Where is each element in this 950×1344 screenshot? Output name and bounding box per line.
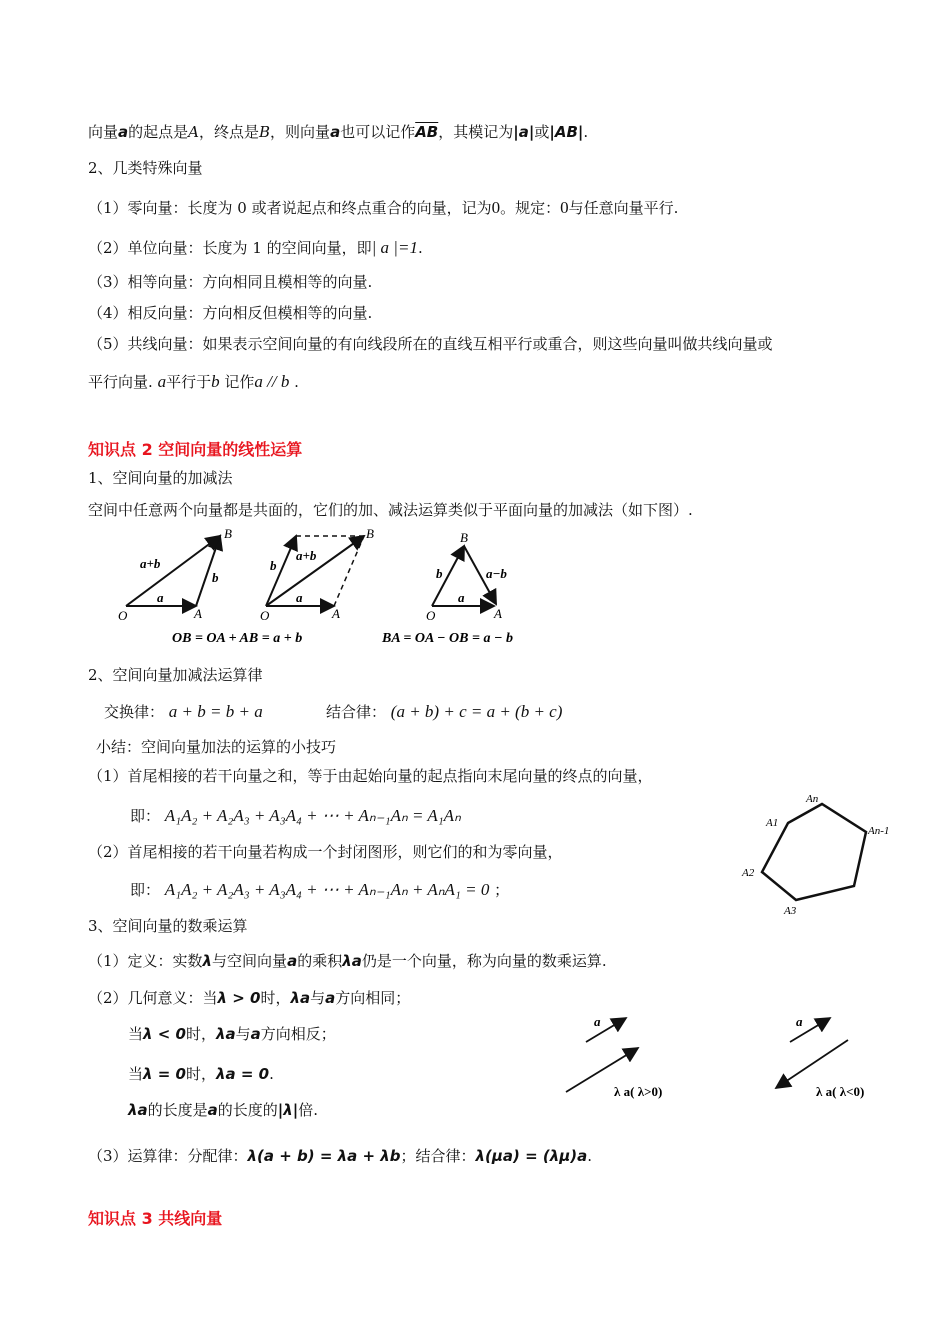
label-b: B: [224, 526, 232, 541]
unit-vector-line: [88, 238, 423, 258]
zero-text: 。规定：: [500, 199, 561, 217]
commutative-formula: a + b = b + a: [168, 702, 263, 721]
zero-symbol: 0: [560, 198, 569, 217]
label-a: A: [494, 606, 502, 621]
formula-prefix: 即：: [130, 807, 161, 825]
geo-text: （2）几何意义：当: [88, 989, 218, 1007]
collinear-text: 平行向量.: [88, 373, 153, 391]
label-a-vec: a: [458, 590, 465, 605]
label-lambda-a-pos: λ a( λ>0): [614, 1084, 663, 1099]
lambda-a-symbol: λa: [128, 1101, 148, 1119]
label-a: a: [594, 1014, 601, 1029]
label-an-1: An-1: [868, 825, 890, 837]
collinear-text: 记作: [224, 373, 255, 391]
condition: λ = 0: [143, 1065, 186, 1083]
intro-line: [88, 122, 588, 142]
collinear-vector-line-2: [88, 372, 299, 392]
tip1-formula-line: [130, 806, 461, 826]
geo-text: 与: [235, 1025, 251, 1043]
a-symbol: a: [157, 372, 167, 391]
vector-a-symbol: a: [118, 123, 129, 141]
label-b-vec: b: [436, 566, 443, 581]
scalar-laws: [88, 1146, 592, 1166]
def-text: 仍是一个向量，称为向量的数乘运算.: [361, 952, 607, 970]
parallel-formula: a // b: [254, 372, 290, 391]
vector-a-short: [586, 1018, 626, 1042]
geo-text: 时，: [260, 989, 291, 1007]
abs-lambda: |λ|: [277, 1101, 299, 1119]
intro-text: 也可以记作: [340, 123, 416, 141]
def-text: 与空间向量: [212, 952, 288, 970]
label-o: O: [118, 608, 128, 623]
unit-text: （2）单位向量：长度为 1 的空间向量，即: [88, 239, 372, 257]
geo-text: 时，: [185, 1025, 216, 1043]
intro-text: ，其模记为: [438, 123, 514, 141]
geo-text: 方向相同；: [335, 989, 411, 1007]
collinear-vector-line: （5）共线向量：如果表示空间向量的有向线段所在的直线互相平行或重合，则这些向量叫做共线向量或: [88, 335, 773, 353]
summary-title: 小结：空间向量加法的运算的小技巧: [96, 738, 337, 756]
intro-text: 或: [534, 123, 550, 141]
caption-addition: OB = OA + AB = a + b: [172, 631, 303, 646]
tip2-formula-line: [130, 880, 509, 900]
intro-text: ，终点是: [199, 123, 260, 141]
tip2: （2）首尾相接的若干向量若构成一个封闭图形，则它们的和为零向量，: [88, 843, 563, 861]
collinear-text: 平行于: [166, 373, 212, 391]
law-text: .: [587, 1147, 593, 1165]
lambda-a-symbol: λa: [342, 952, 362, 970]
law-text: ；结合律：: [400, 1147, 476, 1165]
zero-text: （1）零向量：长度为 0 或者说起点和终点重合的向量，记为: [88, 199, 492, 217]
vector-a-symbol: a: [330, 123, 341, 141]
lambda-a-symbol: λa: [215, 1025, 236, 1043]
vector-ab-symbol: $\overline{AB}$: [415, 123, 439, 141]
formula-prefix: 即：: [130, 881, 161, 899]
vector-a-symbol: a: [250, 1025, 261, 1043]
label-a: a: [796, 1014, 803, 1029]
point-a-symbol: A: [188, 123, 199, 141]
opposite-vector-line: （4）相反向量：方向相反但模相等的向量.: [88, 304, 373, 322]
label-a3: A3: [784, 905, 797, 917]
lambda-a-zero: λa = 0: [215, 1065, 270, 1083]
special-title: 2、几类特殊向量: [88, 159, 203, 177]
tip1-formula: A₁A₂ + A₂A₃ + A₃A₄ + ⋯ + Aₙ₋₁Aₙ = A₁Aₙ: [164, 806, 461, 825]
zero-symbol: 0: [491, 198, 501, 217]
formula-suffix: ；: [494, 881, 510, 899]
associative-law: [326, 702, 562, 722]
tip1: （1）首尾相接的若干向量之和，等于由起始向量的起点指向末尾向量的终点的向量，: [88, 767, 653, 785]
label-a: A: [332, 606, 340, 621]
b-symbol: b: [211, 372, 220, 391]
label-a: A: [194, 606, 202, 621]
kp3-heading: 知识点 3 共线向量: [88, 1209, 223, 1228]
geo-text: 方向相反；: [260, 1025, 336, 1043]
kp2-sub3: 3、空间向量的数乘运算: [88, 917, 248, 935]
geo-text: .: [269, 1065, 274, 1083]
label-an: An: [806, 793, 819, 805]
label-a2: A2: [742, 867, 755, 879]
vector-a-symbol: a: [287, 952, 298, 970]
label-b-vec: b: [270, 558, 277, 573]
geo-text: 与: [310, 989, 326, 1007]
modulus-ab-symbol: |AB|: [549, 123, 584, 141]
tip2-formula: A₁A₂ + A₂A₃ + A₃A₄ + ⋯ + Aₙ₋₁Aₙ + AₙA₁ = 0: [164, 880, 490, 899]
associative-formula: (a + b) + c = a + (b + c): [390, 702, 563, 721]
associative-formula: λ(μa) = (λμ)a: [475, 1147, 588, 1165]
law-label: 结合律：: [326, 703, 387, 721]
geo-text: 当: [128, 1065, 144, 1083]
def-text: 的乘积: [297, 952, 343, 970]
vector-ob: [126, 536, 220, 606]
closed-polygon-figure: [738, 790, 908, 920]
condition: λ < 0: [143, 1025, 186, 1043]
geo-text: 的长度是: [147, 1101, 208, 1119]
unit-formula: | a |=1: [371, 238, 418, 257]
label-b-vec: b: [212, 570, 219, 585]
geo-text: 当: [128, 1025, 144, 1043]
geo-text: 倍.: [298, 1101, 319, 1119]
def-text: （1）定义：实数: [88, 952, 203, 970]
geo-text: 时，: [185, 1065, 216, 1083]
geometry-meaning-1: [88, 988, 410, 1008]
geo-text: 的长度的: [217, 1101, 278, 1119]
vector-a-symbol: a: [207, 1101, 218, 1119]
lambda-symbol: λ: [202, 952, 213, 970]
label-o: O: [260, 608, 270, 623]
kp2-sub2: 2、空间向量加减法运算律: [88, 666, 263, 684]
lambda-a-symbol: λa: [290, 989, 311, 1007]
vector-add-sub-figure: [110, 522, 540, 650]
condition: λ > 0: [217, 989, 261, 1007]
kp2-sub1: 1、空间向量的加减法: [88, 469, 233, 487]
kp2-heading: 知识点 2 空间向量的线性运算: [88, 440, 303, 459]
zero-text: 与任意向量平行.: [568, 199, 679, 217]
scalar-definition: [88, 951, 607, 971]
point-b-symbol: B: [259, 123, 271, 141]
commutative-law: [104, 702, 263, 722]
intro-text: .: [583, 123, 589, 141]
law-label: 交换律：: [104, 703, 165, 721]
intro-text: 的起点是: [128, 123, 189, 141]
vector-a-symbol: a: [325, 989, 336, 1007]
label-lambda-a-neg: λ a( λ<0): [816, 1084, 865, 1099]
law-text: （3）运算律：分配律：: [88, 1147, 248, 1165]
geometry-meaning-4: [128, 1100, 318, 1120]
distributive-formula: λ(a + b) = λa + λb: [247, 1147, 401, 1165]
kp2-desc: 空间中任意两个向量都是共面的，它们的加、减法运算类似于平面向量的加减法（如下图）.: [88, 501, 693, 519]
caption-subtraction: BA = OA − OB = a − b: [382, 631, 513, 646]
label-a-vec: a: [296, 590, 303, 605]
label-a-vec: a: [157, 590, 164, 605]
label-o: O: [426, 608, 436, 623]
label-b: B: [460, 530, 468, 545]
zero-vector-line: [88, 198, 678, 218]
collinear-text: .: [294, 373, 299, 391]
label-a-plus-b: a+b: [140, 556, 161, 571]
unit-text: .: [417, 239, 423, 257]
label-a-minus-b: a−b: [486, 566, 507, 581]
scalar-multiplication-figure: [558, 1008, 898, 1108]
intro-text: ，则向量: [270, 123, 331, 141]
geometry-meaning-3: [128, 1064, 274, 1084]
geometry-meaning-2: [128, 1024, 336, 1044]
modulus-a-symbol: |a|: [513, 123, 535, 141]
label-a1: A1: [766, 817, 779, 829]
vector-lambda-a-negative: [776, 1040, 848, 1088]
label-a-plus-b: a+b: [296, 548, 317, 563]
label-b: B: [366, 526, 374, 541]
equal-vector-line: （3）相等向量：方向相同且模相等的向量.: [88, 273, 373, 291]
intro-text: 向量: [88, 123, 119, 141]
